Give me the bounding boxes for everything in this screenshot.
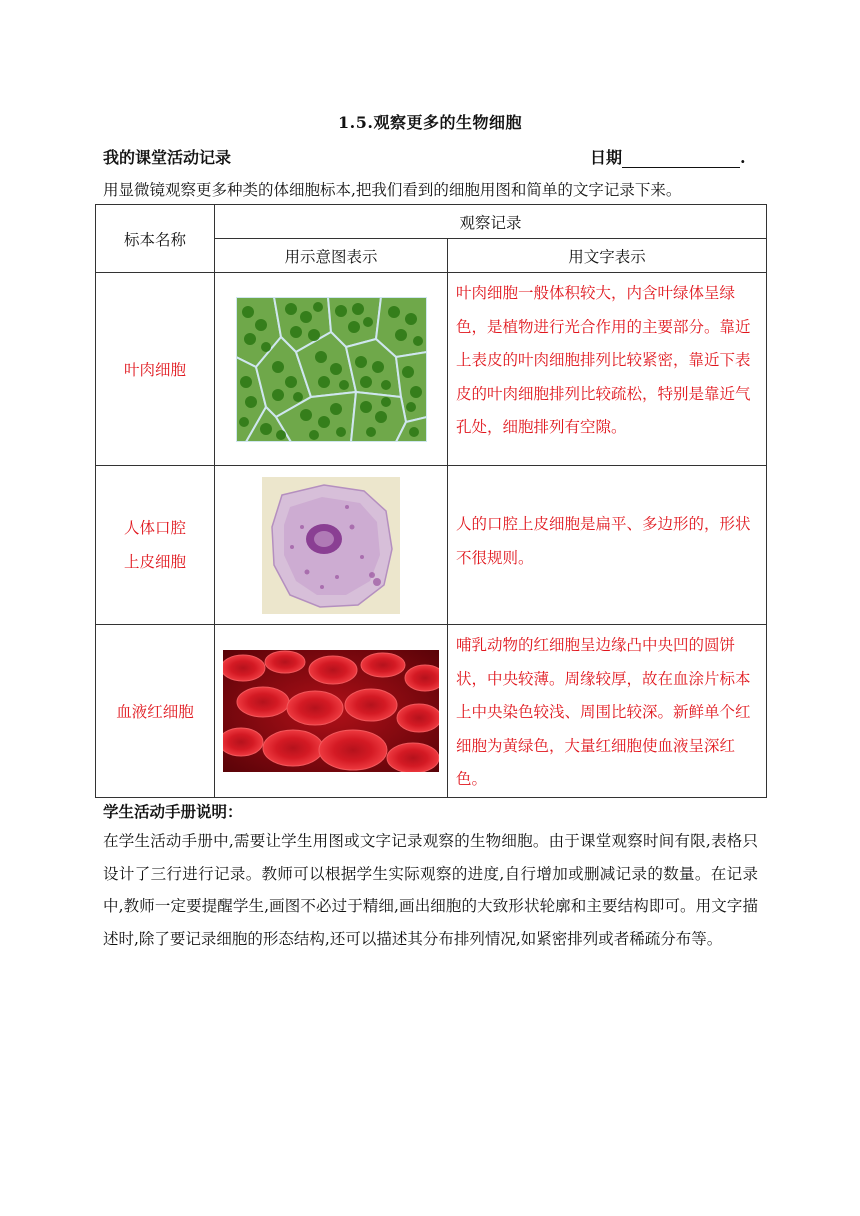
date-end: .	[740, 148, 746, 167]
row-name-oral	[96, 466, 215, 625]
red-blood-cells-photo	[223, 650, 439, 772]
leaf-image-cell	[215, 273, 448, 466]
oral-image-cell	[215, 466, 448, 625]
header-specimen-name: 标本名称	[96, 205, 215, 273]
row-name-blood: 血液红细胞	[96, 625, 215, 798]
row-text-oral: 人的口腔上皮细胞是扁平、多边形的，形状不很规则。	[448, 466, 767, 625]
date-blank	[622, 151, 740, 168]
date-label: 日期	[590, 148, 623, 167]
blood-image-cell	[215, 625, 448, 798]
intro-text: 用显微镜观察更多种类的体细胞标本,把我们看到的细胞用图和简单的文字记录下来。	[103, 181, 682, 199]
row-name-leaf: 叶肉细胞	[96, 273, 215, 466]
observation-table	[95, 204, 767, 798]
record-heading: 我的课堂活动记录	[103, 148, 232, 167]
header-text: 用文字表示	[448, 239, 767, 273]
row-name-oral-line2: 上皮细胞	[123, 553, 186, 571]
notes-heading: 学生活动手册说明：	[103, 802, 243, 821]
row-name-oral-line1: 人体口腔	[123, 519, 186, 537]
oral-epithelial-cell-photo	[262, 477, 400, 614]
page-title: 1.5.观察更多的生物细胞	[338, 113, 522, 132]
date-field	[590, 145, 746, 168]
header-observation: 观察记录	[215, 205, 767, 239]
row-text-blood: 哺乳动物的红细胞呈边缘凸中央凹的圆饼状，中央较薄。周缘较厚，故在血涂片标本上中央染色较浅、周围比较深。新鲜单个红细胞为黄绿色，大量红细胞使血液呈深红色。	[448, 625, 767, 798]
header-diagram: 用示意图表示	[215, 239, 448, 273]
row-text-leaf: 叶肉细胞一般体积较大，内含叶绿体呈绿色，是植物进行光合作用的主要部分。靠近上表皮的叶肉细胞排列比较紧密，靠近下表皮的叶肉细胞排列比较疏松，特别是靠近气孔处，细胞排列有空隙。	[448, 273, 767, 466]
notes-body: 在学生活动手册中,需要让学生用图或文字记录观察的生物细胞。由于课堂观察时间有限,表格只设计了三行进行记录。教师可以根据学生实际观察的进度,自行增加或删减记录的数量。在记录中,教师一定要提醒学生,画图不必过于精细,画出细胞的大致形状轮廓和主要结构即可。用文字描述时,除了要记录细胞的形态结构,还可以描述其分布排列情况,如紧密排列或者稀疏分布等。	[103, 832, 758, 948]
leaf-mesophyll-cells-photo	[236, 297, 427, 442]
